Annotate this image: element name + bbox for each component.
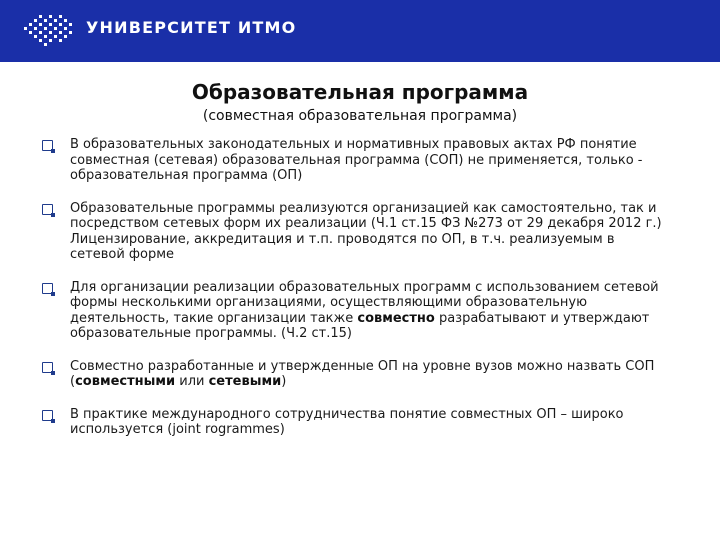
item-text: В практике международного сотрудничества понятие совместных ОП – широко используется (joint rogrammes) [70, 406, 624, 437]
list-item [42, 137, 670, 184]
item-text: или [175, 374, 209, 389]
item-emphasis: сетевыми [208, 374, 282, 389]
checkbox-square-bullet-icon [42, 283, 53, 294]
itmo-dots-logo-icon [22, 13, 78, 49]
checkbox-square-bullet-icon [42, 410, 53, 421]
checkbox-square-bullet-icon [42, 204, 53, 215]
item-text: разрабатывают и утверждают образовательные программы. (Ч.2 ст.15) [70, 310, 650, 341]
item-emphasis: совместными [75, 374, 176, 389]
list-item [42, 407, 670, 438]
page-subtitle: (совместная образовательная программа) [202, 108, 518, 124]
item-text: В образовательных законодательных и нормативных правовых актах РФ понятие совместная (сетевая) образовательная программа (СОП) не применяется, только - образовательная программа (ОП) [70, 137, 643, 183]
list-item [42, 201, 670, 263]
org-name: УНИВЕРСИТЕТ ИТМО [86, 18, 297, 37]
item-emphasis: совместно [357, 310, 435, 326]
page-title: Образовательная программа [191, 80, 529, 104]
list-item [42, 280, 670, 342]
checkbox-square-bullet-icon [42, 140, 53, 151]
checkbox-square-bullet-icon [42, 362, 53, 373]
item-text: Для организации реализации образовательных программ с использованием сетевой формы несколькими организациями, осуществляющими образовательную деятельность, такие организации также [70, 279, 659, 326]
item-text: Образовательные программы реализуются организацией как самостоятельно, так и посредством сетевых форм их реализации (Ч.1 ст.15 ФЗ №273 от 29 декабря 2012 г.) Лицензирование, аккредитация и т.п. проводятся по ОП, в т.ч. реализуемым в сетевой форме [70, 200, 662, 262]
header-banner [0, 0, 720, 62]
bullet-list [42, 137, 670, 438]
item-text: ) [281, 374, 287, 389]
item-text: Совместно разработанные и утвержденные ОП на уровне вузов можно назвать СОП ( [70, 358, 655, 389]
list-item [42, 359, 670, 390]
